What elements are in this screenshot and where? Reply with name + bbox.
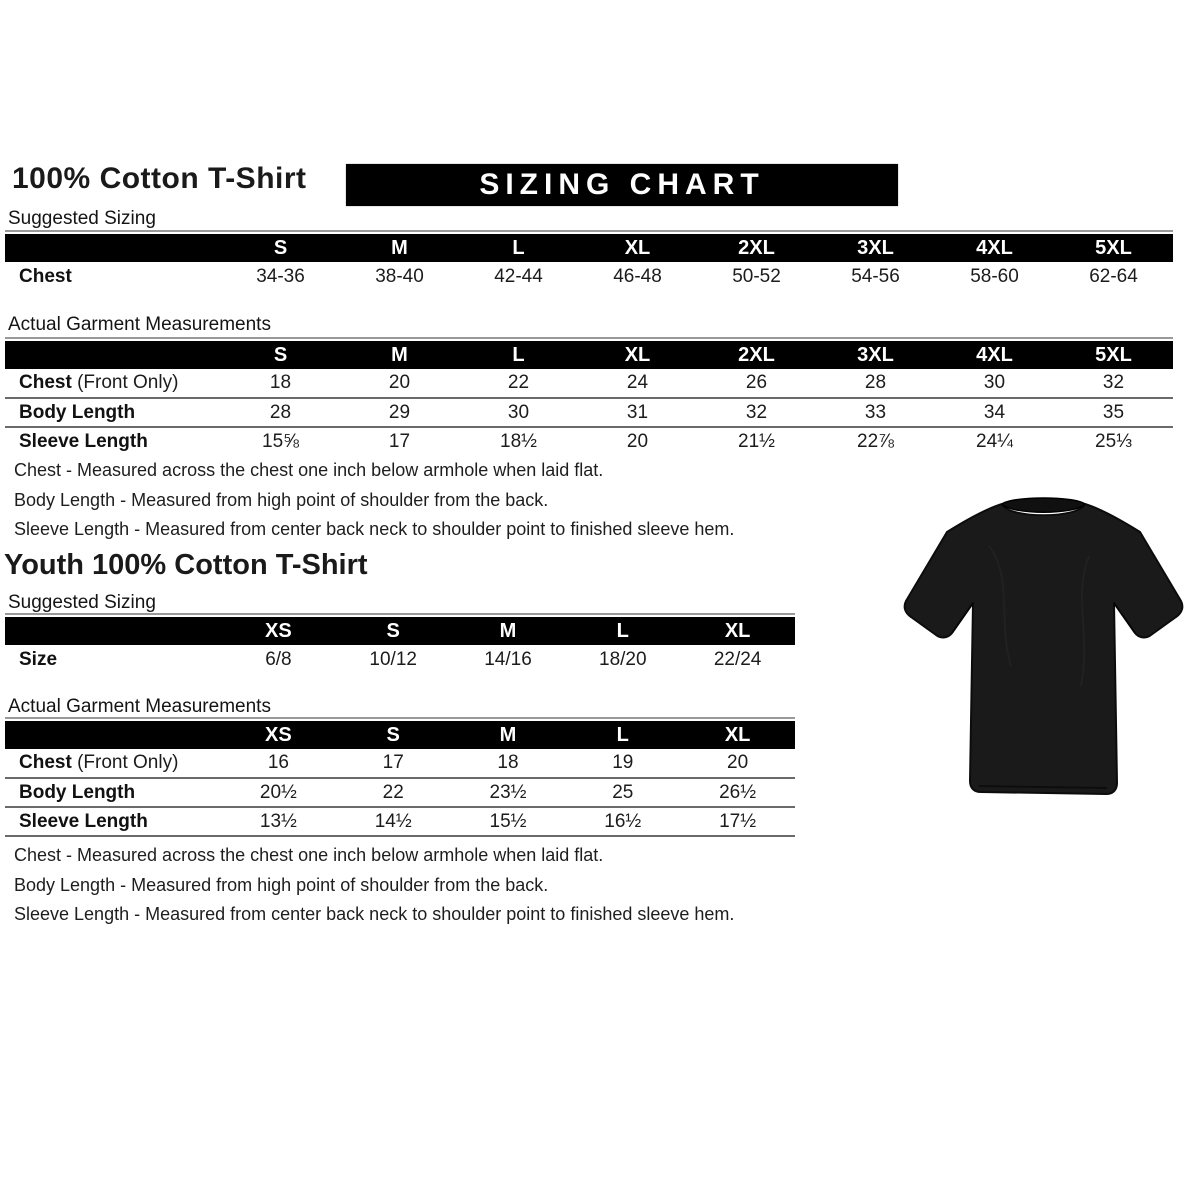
cell: 33 (816, 398, 935, 427)
cell: 15⅝ (221, 427, 340, 456)
cell: 26 (745, 372, 768, 393)
cell: 22/24 (713, 648, 762, 670)
cell: 19 (612, 752, 634, 773)
header-row (5, 341, 1173, 369)
cell: 21½ (697, 427, 816, 456)
col-header-3xl: 3XL (816, 341, 935, 369)
cell: 34-36 (256, 265, 305, 287)
cell: 17½ (680, 807, 795, 836)
cell: 24¼ (935, 427, 1054, 456)
table-row-chest (5, 369, 1173, 398)
note-chest: Chest - Measured across the chest one inch below armhole when laid flat. (14, 845, 604, 865)
table-row-body-length (5, 398, 1173, 427)
cell: 54-56 (851, 265, 900, 287)
table-row-body-length (5, 778, 795, 807)
cell: 32 (1102, 372, 1125, 393)
cell: 25 (565, 778, 680, 807)
col-header-s: S (221, 234, 340, 262)
row-label-chest: Chest (19, 265, 72, 287)
sizing-chart-banner-label: SIZING CHART (479, 168, 765, 201)
col-header-3xl: 3XL (816, 234, 935, 262)
col-header-2xl: 2XL (697, 341, 816, 369)
row-label-body-length: Body Length (5, 398, 221, 427)
cell: 14½ (336, 807, 451, 836)
cell: 26½ (680, 778, 795, 807)
row-label-chest: Chest (Front Only) (19, 752, 179, 773)
cell: 15½ (451, 807, 566, 836)
cell: 10/12 (369, 648, 417, 670)
col-header-2xl: 2XL (697, 234, 816, 262)
youth-measurement-notes (14, 841, 734, 930)
adult-measurements-label: Actual Garment Measurements (8, 314, 271, 335)
col-header-m: M (340, 341, 459, 369)
header-row (5, 617, 795, 645)
cell: 20 (727, 752, 749, 773)
cell: 28 (864, 372, 887, 393)
col-header-m: M (340, 234, 459, 262)
cell: 18 (269, 372, 292, 393)
sizing-chart-banner (346, 164, 898, 206)
adult-suggested-sizing-label: Suggested Sizing (8, 208, 156, 229)
col-header-m: M (451, 617, 566, 645)
table-row-chest (5, 262, 1173, 291)
cell: 58-60 (970, 265, 1019, 287)
cell: 6/8 (265, 648, 292, 670)
cell: 29 (340, 398, 459, 427)
youth-measurements-table (5, 717, 795, 837)
adult-section-title: 100% Cotton T-Shirt (12, 162, 307, 195)
cell: 20 (578, 427, 697, 456)
cell: 62-64 (1089, 265, 1138, 287)
table-row-chest (5, 749, 795, 778)
cell: 30 (983, 372, 1006, 393)
cell: 32 (697, 398, 816, 427)
cell: 22 (507, 372, 530, 393)
cell: 20½ (221, 778, 336, 807)
note-chest: Chest - Measured across the chest one inch below armhole when laid flat. (14, 460, 604, 480)
tshirt-shape (905, 498, 1183, 794)
col-header-s: S (221, 341, 340, 369)
adult-suggested-sizing-table (5, 230, 1173, 291)
col-header-l: L (459, 234, 578, 262)
empty-header-cell (5, 234, 221, 262)
cell: 42-44 (494, 265, 543, 287)
cell: 14/16 (484, 648, 532, 670)
col-header-l: L (459, 341, 578, 369)
row-label-size: Size (19, 648, 58, 670)
cell: 31 (578, 398, 697, 427)
collar (1002, 498, 1085, 512)
youth-measurements-label: Actual Garment Measurements (8, 696, 271, 717)
cell: 30 (459, 398, 578, 427)
cell: 28 (221, 398, 340, 427)
cell: 17 (340, 427, 459, 456)
header-row (5, 721, 795, 749)
note-sleeve-length: Sleeve Length - Measured from center back neck to shoulder point to finished sleeve hem. (14, 519, 735, 539)
note-body-length: Body Length - Measured from high point of shoulder from the back. (14, 874, 549, 895)
cell: 23½ (451, 778, 566, 807)
empty-header-cell (5, 341, 221, 369)
cell: 35 (1054, 398, 1173, 427)
cell: 22 (336, 778, 451, 807)
cell: 18½ (459, 427, 578, 456)
note-sleeve-length: Sleeve Length - Measured from center back neck to shoulder point to finished sleeve hem. (14, 904, 735, 924)
cell: 20 (388, 372, 411, 393)
col-header-xl: XL (680, 721, 795, 749)
table-row-size (5, 645, 795, 674)
row-label-sleeve-length: Sleeve Length (5, 807, 221, 836)
cell: 16 (267, 752, 289, 773)
col-header-xs: XS (221, 617, 336, 645)
col-header-xl: XL (578, 341, 697, 369)
cell: 13½ (221, 807, 336, 836)
col-header-xl: XL (680, 617, 795, 645)
col-header-l: L (565, 721, 680, 749)
adult-measurement-notes (14, 456, 734, 545)
cell: 34 (935, 398, 1054, 427)
col-header-l: L (565, 617, 680, 645)
youth-suggested-sizing-table (5, 613, 795, 674)
cell: 18 (497, 752, 519, 773)
youth-suggested-sizing-label: Suggested Sizing (8, 592, 156, 613)
table-row-sleeve-length (5, 427, 1173, 456)
row-label-body-length: Body Length (5, 778, 221, 807)
col-header-m: M (451, 721, 566, 749)
cell: 16½ (565, 807, 680, 836)
cell: 25⅓ (1054, 427, 1173, 456)
row-label-sleeve-length: Sleeve Length (5, 427, 221, 456)
col-header-4xl: 4XL (935, 234, 1054, 262)
col-header-4xl: 4XL (935, 341, 1054, 369)
adult-measurements-table (5, 337, 1173, 456)
note-body-length: Body Length - Measured from high point of shoulder from the back. (14, 489, 549, 510)
cell: 50-52 (732, 265, 781, 287)
col-header-5xl: 5XL (1054, 234, 1173, 262)
table-row-sleeve-length (5, 807, 795, 836)
header-row (5, 234, 1173, 262)
empty-header-cell (5, 617, 221, 645)
col-header-xs: XS (221, 721, 336, 749)
cell: 18/20 (599, 648, 647, 670)
cell: 38-40 (375, 265, 424, 287)
col-header-s: S (336, 617, 451, 645)
col-header-xl: XL (578, 234, 697, 262)
cell: 17 (382, 752, 404, 773)
col-header-5xl: 5XL (1054, 341, 1173, 369)
cell: 46-48 (613, 265, 662, 287)
youth-section-title: Youth 100% Cotton T-Shirt (4, 549, 368, 581)
cell: 24 (626, 372, 649, 393)
black-tshirt-image (893, 486, 1195, 816)
cell: 22⅞ (816, 427, 935, 456)
row-label-chest: Chest (Front Only) (19, 372, 179, 393)
empty-header-cell (5, 721, 221, 749)
col-header-s: S (336, 721, 451, 749)
